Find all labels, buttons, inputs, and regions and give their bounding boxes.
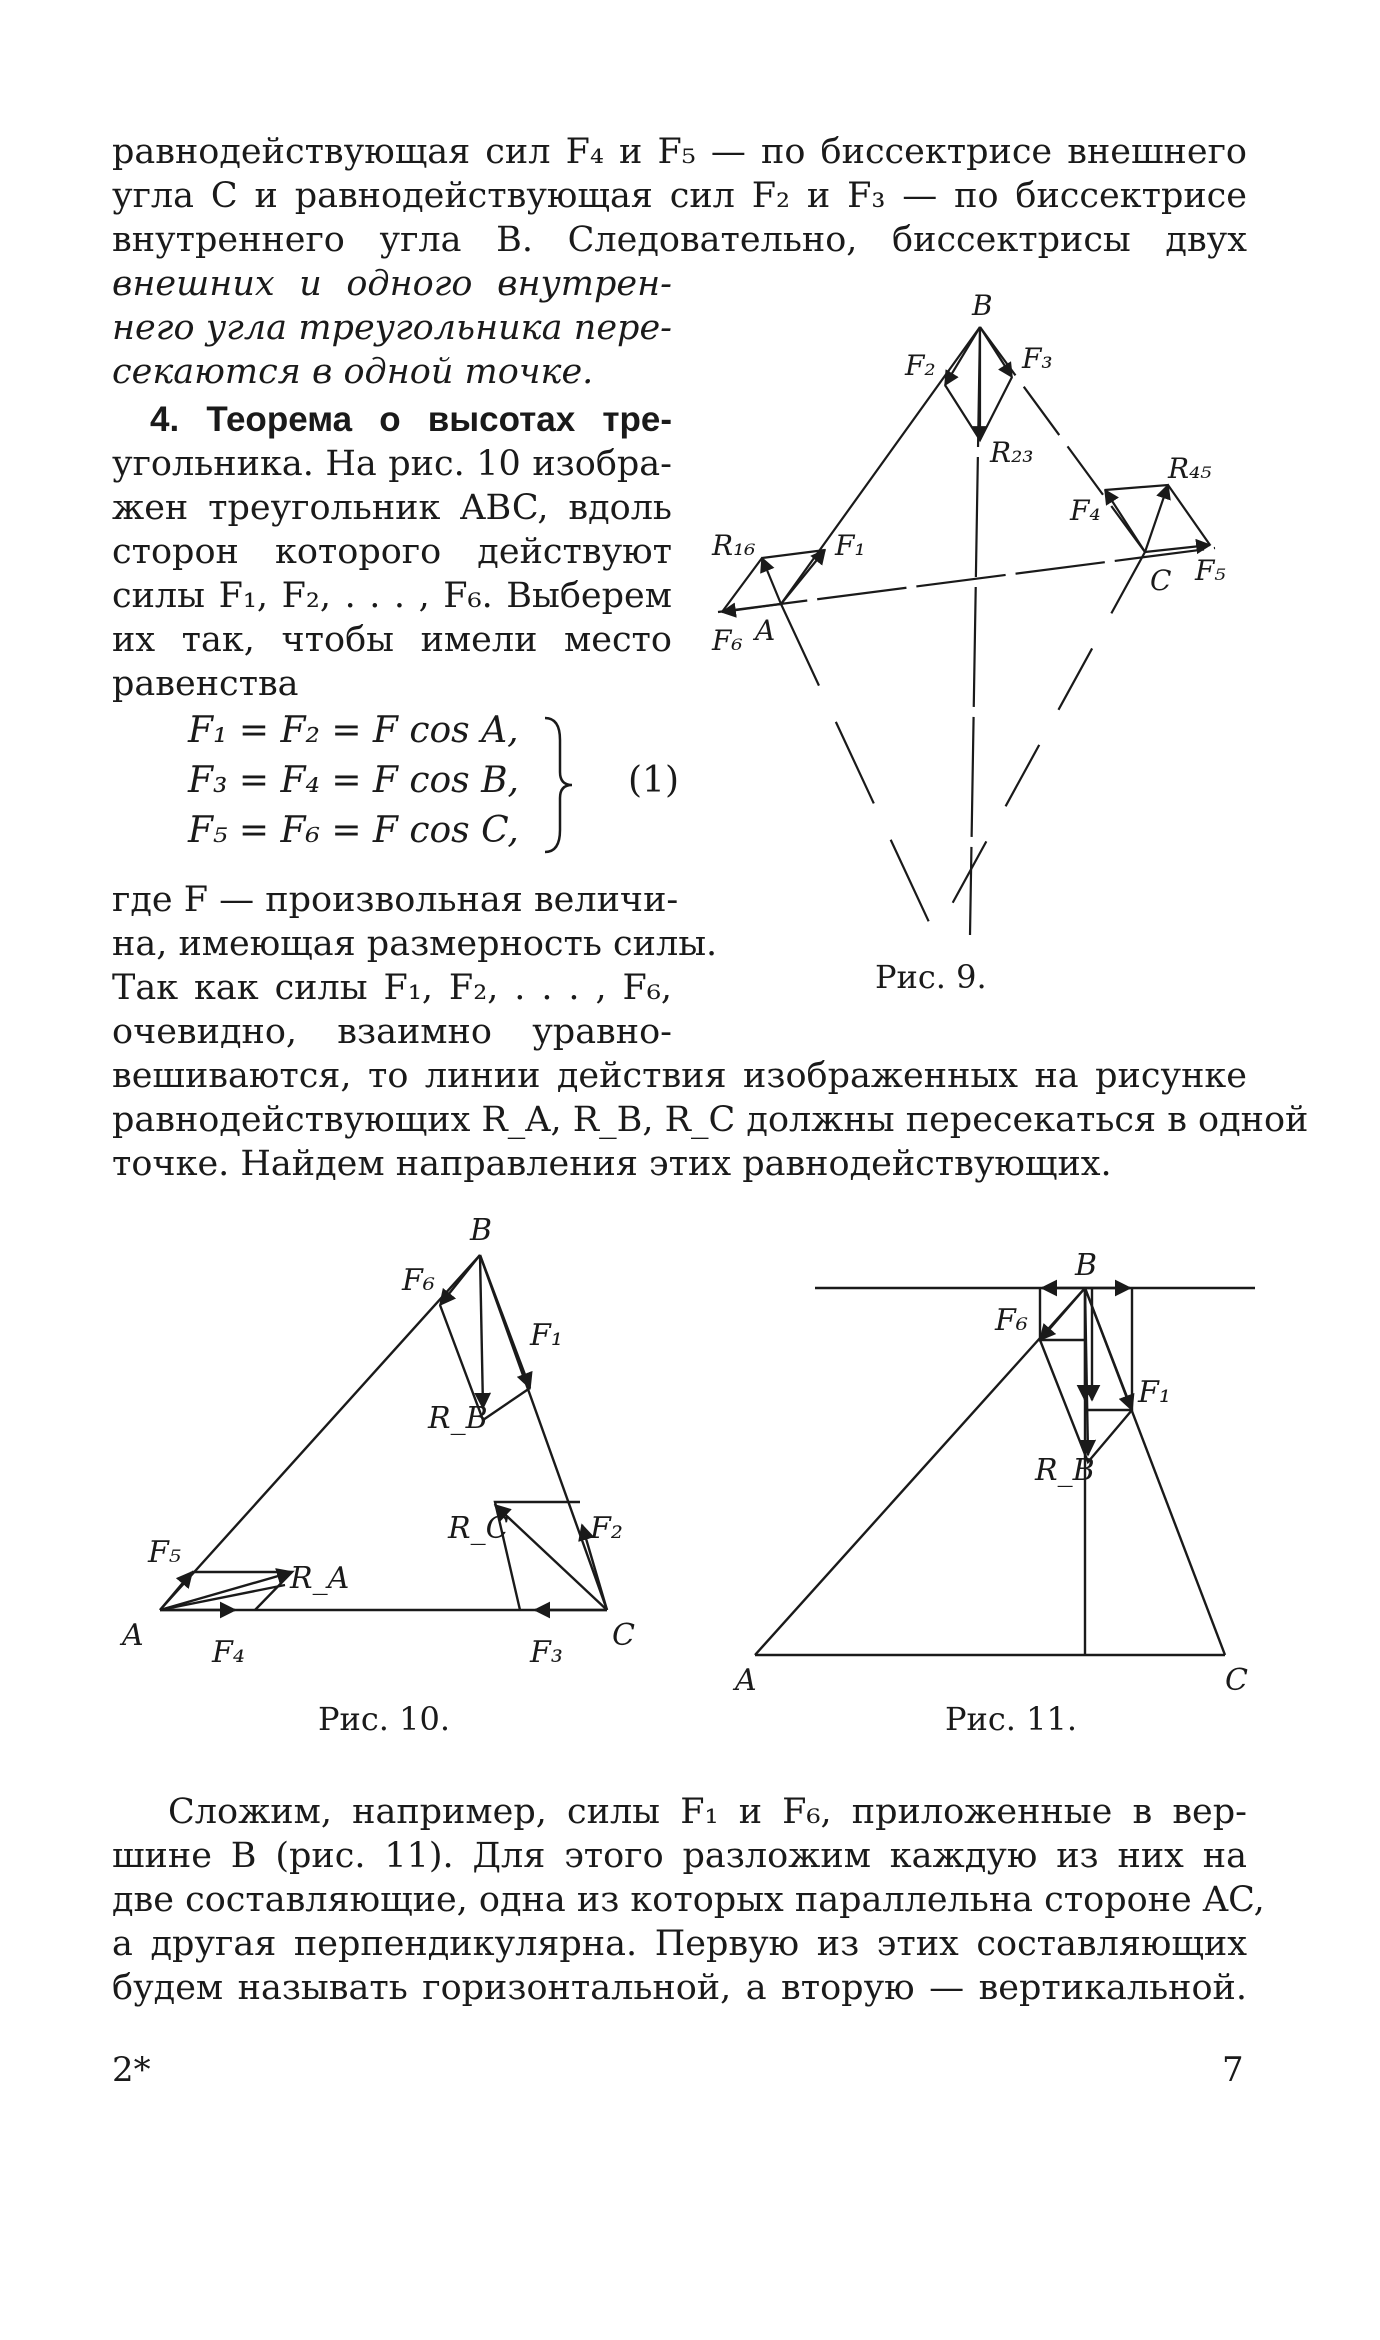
fig10-label-f2: F₂: [590, 1511, 623, 1546]
text-line: равенства: [112, 664, 299, 704]
equation-2: F₃ = F₄ = F cos B,: [188, 760, 519, 801]
fig11-label-rb: R_B: [1035, 1453, 1095, 1488]
text-line: а другая перпендикулярна. Первую из этих составляющих: [112, 1924, 1247, 1964]
fig10-label-f4: F₄: [212, 1635, 245, 1670]
text-line: равнодействующих R_A, R_B, R_C должны пересекаться в одной: [112, 1100, 1309, 1140]
text-line: внешних и одного внутрен-: [112, 264, 672, 304]
vector-f6: [1040, 1288, 1085, 1340]
text-line: шине B (рис. 11). Для этого разложим каждую из них на: [112, 1836, 1247, 1876]
fig10-label-f3: F₃: [530, 1635, 563, 1670]
fig10-label-b: B: [470, 1213, 493, 1248]
text-line: на, имеющая размерность силы.: [112, 924, 718, 964]
fig10-label-rc: R_C: [448, 1511, 509, 1546]
fig9-label-f4: F₄: [1070, 494, 1101, 527]
text-line: точке. Найдем направления этих равнодействующих.: [112, 1144, 1112, 1184]
section-heading: 4. Теорема о высотах тре-: [150, 400, 672, 439]
signature-mark: 2*: [112, 2050, 151, 2090]
fig9-caption: Рис. 9.: [875, 958, 987, 996]
text-line: очевидно, взаимно уравно-: [112, 1012, 672, 1052]
fig10-label-a: A: [122, 1618, 144, 1653]
fig10-label-c: C: [612, 1618, 635, 1653]
text-line: их так, чтобы имели место: [112, 620, 672, 660]
fig9-label-f6: F₆: [712, 624, 743, 657]
page-number: 7: [1222, 2050, 1244, 2090]
text-line: равнодействующая сил F₄ и F₅ — по биссектрисе внешнего: [112, 132, 1247, 172]
text-line: внутреннего угла B. Следовательно, биссектрисы двух: [112, 220, 1247, 260]
text-line: вешиваются, то линии действия изображенных на рисунке: [112, 1056, 1247, 1096]
fig10-label-f6: F₆: [402, 1263, 435, 1298]
fig9-label-r23: R₂₃: [990, 436, 1034, 469]
fig10-label-rb: R_B: [428, 1401, 488, 1436]
fig9-label-c: C: [1150, 564, 1172, 597]
fig11-label-c: C: [1225, 1663, 1248, 1698]
fig9-label-f5: F₅: [1195, 554, 1226, 587]
fig9-label-f3: F₃: [1022, 342, 1053, 375]
text-line: него угла треугольника пере-: [112, 308, 672, 348]
fig11-label-f1: F₁: [1138, 1375, 1171, 1410]
fig9-label-b: B: [972, 289, 993, 322]
fig10-label-ra: R_A: [290, 1561, 350, 1596]
equation-1: F₁ = F₂ = F cos A,: [188, 710, 519, 751]
fig9-label-r16: R₁₆: [712, 529, 756, 562]
text-line: угольника. На рис. 10 изобра-: [112, 444, 672, 484]
text-line: угла C и равнодействующая сил F₂ и F₃ — по биссектрисе: [112, 176, 1247, 216]
fig10-label-f1: F₁: [530, 1318, 563, 1353]
fig11-label-a: A: [735, 1663, 757, 1698]
fig11-caption: Рис. 11.: [945, 1700, 1078, 1738]
text-line: жен треугольник ABC, вдоль: [112, 488, 672, 528]
fig9-label-f2: F₂: [905, 349, 936, 382]
fig11-label-f6: F₆: [995, 1303, 1028, 1338]
text-line: две составляющие, одна из которых параллельна стороне AC,: [112, 1880, 1265, 1920]
fig9-label-f1: F₁: [835, 529, 866, 562]
fig11-label-b: B: [1075, 1248, 1098, 1283]
fig10-caption: Рис. 10.: [318, 1700, 451, 1738]
equation-label: (1): [628, 760, 679, 801]
fig9-label-a: A: [755, 614, 776, 647]
text-line: будем называть горизонтальной, а вторую — вертикальной.: [112, 1968, 1247, 2008]
equation-3: F₅ = F₆ = F cos C,: [188, 810, 519, 851]
fig10-label-f5: F₅: [148, 1535, 181, 1570]
text-line: где F — произвольная величи-: [112, 880, 679, 920]
text-line: сторон которого действуют: [112, 532, 672, 572]
text-line: секаются в одной точке.: [112, 352, 594, 392]
fig9-label-r45: R₄₅: [1168, 452, 1212, 485]
text-line: силы F₁, F₂, . . . , F₆. Выберем: [112, 576, 672, 616]
text-line: Так как силы F₁, F₂, . . . , F₆,: [112, 968, 672, 1008]
text-line: Сложим, например, силы F₁ и F₆, приложенные в вер-: [168, 1792, 1247, 1832]
